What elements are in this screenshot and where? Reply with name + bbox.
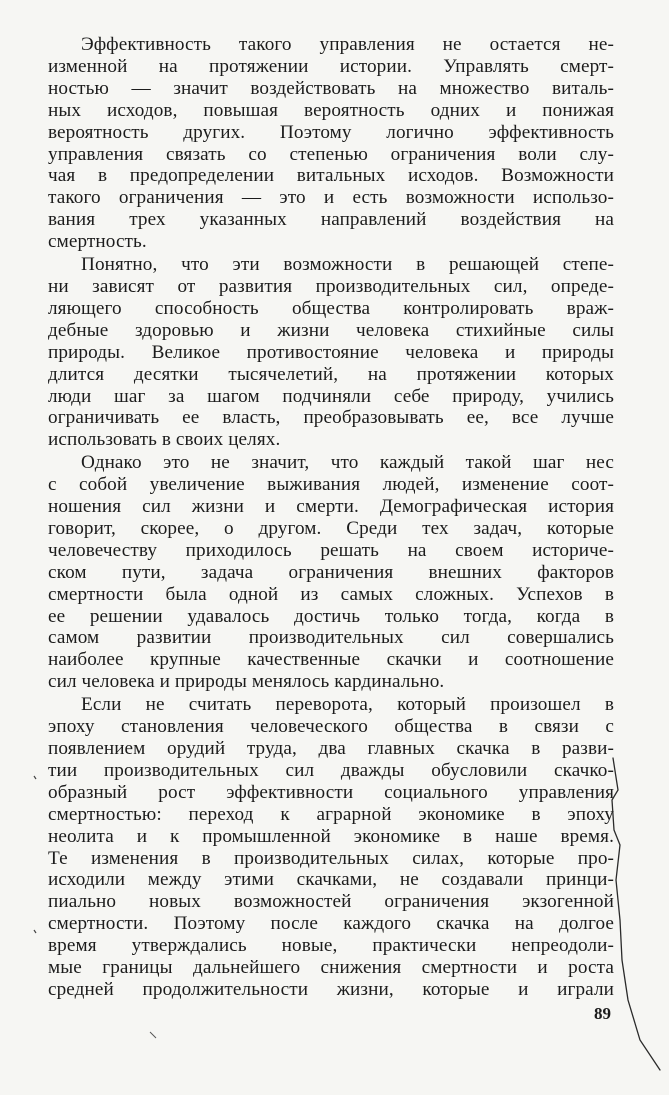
text-line: управления связать со степенью ограничения воли слу- (48, 143, 614, 165)
text-line: Понятно, что эти возможности в решающей степе- (81, 254, 614, 276)
text-line: природы. Великое противостояние человека и природы (48, 341, 614, 363)
text-line: исходили между этими скачками, не создавали принци- (48, 869, 614, 891)
text-line: Если не считать переворота, который произошел в (81, 694, 614, 716)
text-line: ношения сил жизни и смерти. Демографическая история (48, 496, 614, 518)
text-line: использовать в своих целях. (48, 429, 281, 451)
text-line: Эффективность такого управления не остается не- (81, 34, 614, 55)
text-line: тии производительных сил дважды обусловили скачко- (48, 759, 614, 781)
text-line: смертность. (48, 231, 147, 253)
text-line: пиально новых возможностей ограничения экзогенной (48, 891, 614, 913)
text-line: ском пути, задача ограничения внешних факторов (48, 561, 614, 583)
text-line: ни зависят от развития производительных сил, опреде- (48, 275, 614, 297)
text-line: эпоху становления человеческого общества в связи с (48, 716, 614, 738)
text-line: ляющего способность общества контролировать враж- (48, 297, 614, 319)
text-line: самом развитии производительных сил совершались (48, 627, 614, 649)
paragraph-1 (48, 34, 614, 253)
text-line: наиболее крупные качественные скачки и соотношение (48, 649, 614, 671)
text-line: такого ограничения — это и есть возможности использо- (48, 187, 614, 209)
paragraph-3 (48, 452, 614, 693)
text-line: смертностью: переход к аграрной экономике в эпоху (48, 803, 614, 825)
text-line: смертности была одной из самых сложных. Успехов в (48, 583, 614, 605)
text-line: сил человека и природы менялось кардинально. (48, 671, 445, 693)
paragraph-4 (48, 694, 614, 1001)
page-body (48, 34, 614, 1001)
text-line: с собой увеличение выживания людей, изменение соот- (48, 474, 614, 496)
text-line: появлением орудий труда, два главных скачка в разви- (48, 738, 614, 759)
text-line: ных исходов, повышая вероятность одних и понижая (48, 99, 614, 121)
text-line: люди шаг за шагом подчиняли себе природу, учились (48, 385, 614, 407)
text-line: человечеству приходилось решать на своем историче- (48, 539, 614, 561)
page-number: 89 (594, 1004, 611, 1023)
text-line: средней продолжительности жизни, которые и играли (48, 978, 614, 1000)
text-line: мые границы дальнейшего снижения смертности и роста (48, 957, 614, 979)
text-line: время утверждались новые, практически непреодоли- (48, 935, 614, 957)
text-line: ограничивать ее власть, преобразовывать ее, все лучше (48, 407, 614, 429)
text-line: чая в предопределении витальных исходов. Возможности (48, 165, 614, 187)
text-line: Те изменения в производительных силах, которые про- (48, 847, 614, 869)
text-line: смертности. Поэтому после каждого скачка на долгое (48, 913, 614, 935)
text-line: изменной на протяжении истории. Управлять смерт- (48, 55, 614, 77)
text-line: длится десятки тысячелетий, на протяжении которых (48, 363, 614, 385)
paragraph-2 (48, 254, 614, 451)
text-line: говорит, скорее, о другом. Среди тех задач, которые (48, 517, 614, 539)
text-line: ностью — значит воздействовать на множество виталь- (48, 77, 614, 99)
text-line: неолита и к промышленной экономике в наше время. (48, 825, 614, 847)
text-line: вания трех указанных направлений воздействия на (48, 209, 614, 231)
text-line: дебные здоровью и жизни человека стихийные силы (48, 319, 614, 341)
text-line: ее решении удавалось достичь только тогда, когда в (48, 605, 614, 627)
text-line: Однако это не значит, что каждый такой шаг нес (81, 452, 614, 474)
text-line: вероятность других. Поэтому логично эффективность (48, 121, 614, 143)
text-line: образный рост эффективности социального управления (48, 781, 614, 803)
